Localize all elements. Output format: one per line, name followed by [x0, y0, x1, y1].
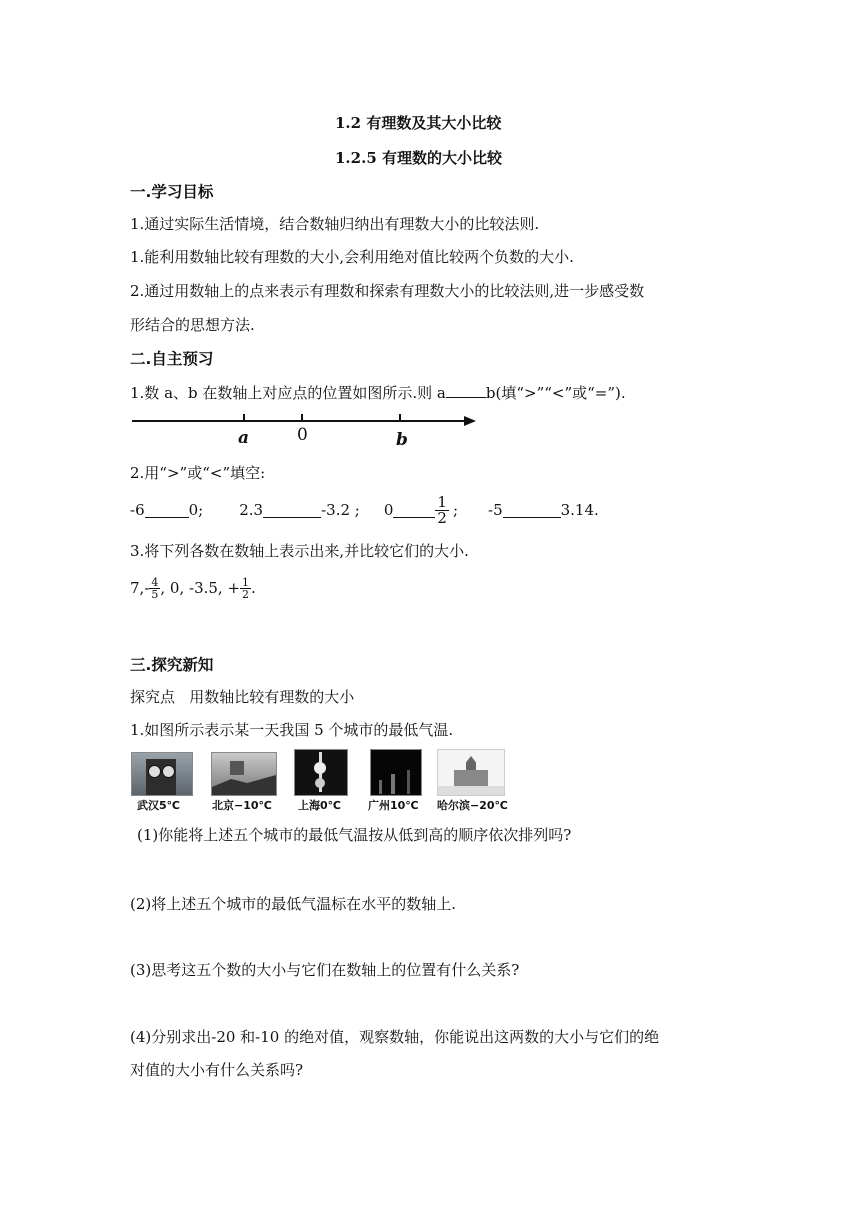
city-caption: 武汉5℃: [137, 799, 180, 812]
preview-heading: 二.自主预习: [130, 350, 214, 368]
fraction: $\frac{1}{2}$: [242, 575, 250, 601]
number-line: [130, 408, 490, 456]
goal-item: 1.能利用数轴比较有理数的大小,会利用绝对值比较两个负数的大小.: [130, 248, 574, 266]
axis-label-zero: 0: [297, 425, 308, 445]
city-caption: 北京−10℃: [212, 799, 272, 812]
answer-blank[interactable]: [393, 503, 435, 518]
city-caption: 上海0℃: [298, 799, 341, 812]
answer-blank[interactable]: [145, 503, 189, 518]
q2-item-right: -3.2 ;: [321, 501, 360, 519]
q2-item-left: -6: [130, 501, 145, 519]
explore-heading: 三.探究新知: [130, 656, 214, 674]
tv-tower-photo: [294, 749, 348, 796]
page-title: 1.2 有理数及其大小比较: [335, 114, 502, 132]
q1-suffix: b(填“>”“<”或“=”).: [485, 384, 626, 402]
fraction: $\frac{4}{5}$: [151, 575, 159, 601]
city-caption: 哈尔滨−20℃: [437, 799, 508, 812]
axis-label-b: b: [396, 430, 408, 450]
preview-q3-text: 3.将下列各数在数轴上表示出来,并比较它们的大小.: [130, 542, 469, 560]
list-text: , 0, -3.5, +: [160, 579, 241, 597]
night-city-photo: [370, 749, 422, 796]
list-text: .: [251, 579, 256, 597]
answer-blank[interactable]: [263, 503, 321, 518]
city-caption: 广州10℃: [368, 799, 419, 812]
answer-blank[interactable]: [503, 503, 561, 518]
explore-sub4b: 对值的大小有什么关系吗?: [130, 1061, 304, 1079]
preview-q3-list: [130, 570, 256, 606]
answer-blank[interactable]: [446, 383, 486, 398]
q2-item-right: 0;: [188, 501, 204, 519]
fraction: $\frac{1}{2}$: [437, 492, 447, 527]
preview-q2-text: 2.用“>”或“<”填空:: [130, 464, 266, 482]
snow-church-photo: [437, 749, 505, 796]
explore-point: 探究点 用数轴比较有理数的大小: [130, 688, 355, 706]
q2-item-right: ;: [452, 501, 458, 519]
clock-tower-photo: [131, 752, 193, 796]
great-wall-photo: [211, 752, 277, 796]
goal-item: 1.通过实际生活情境，结合数轴归纳出有理数大小的比较法则.: [130, 215, 540, 233]
explore-sub4a: (4)分别求出-20 和-10 的绝对值，观察数轴，你能说出这两数的大小与它们的绝: [130, 1028, 660, 1046]
preview-q1: [130, 382, 626, 403]
q1-prefix: 1.数 a、b 在数轴上对应点的位置如图所示.则 a: [130, 384, 446, 402]
q2-item-left: 0: [383, 501, 394, 519]
goals-heading: 一.学习目标: [130, 183, 214, 201]
explore-sub1: (1)你能将上述五个城市的最低气温按从低到高的顺序依次排列吗?: [137, 826, 572, 844]
list-text: 7,: [130, 579, 145, 597]
minus-sign: -: [144, 579, 150, 597]
explore-q1: 1.如图所示表示某一天我国 5 个城市的最低气温.: [130, 721, 454, 739]
goal-item: 2.通过用数轴上的点来表示有理数和探索有理数大小的比较法则,进一步感受数: [130, 282, 645, 300]
q2-item-right: 3.14.: [560, 501, 599, 519]
axis-label-a: a: [238, 428, 250, 448]
explore-sub3: (3)思考这五个数的大小与它们在数轴上的位置有什么关系?: [130, 961, 520, 979]
goal-item: 形结合的思想方法.: [130, 316, 255, 334]
q2-item-left: 2.3: [239, 501, 264, 519]
q2-item-left: -5: [488, 501, 503, 519]
preview-q2-items: [130, 490, 599, 530]
explore-sub2: (2)将上述五个城市的最低气温标在水平的数轴上.: [130, 895, 457, 913]
page-subtitle: 1.2.5 有理数的大小比较: [335, 149, 502, 167]
